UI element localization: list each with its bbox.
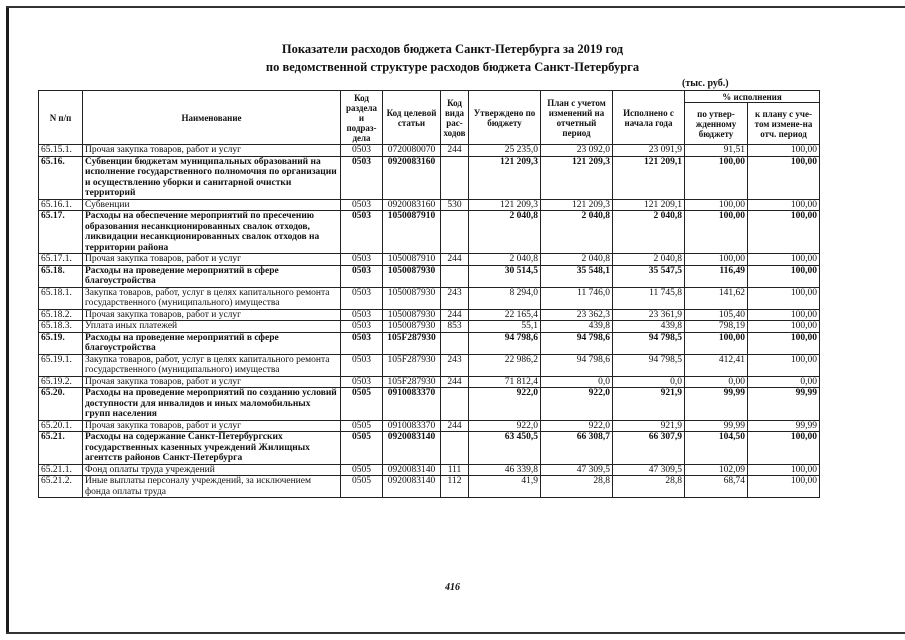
row-type-code <box>441 265 469 287</box>
row-pct-plan: 99,99 <box>748 388 820 421</box>
row-section-code: 0503 <box>341 156 383 199</box>
row-executed: 921,9 <box>613 388 685 421</box>
row-pct-approved: 105,40 <box>685 309 748 321</box>
row-type-code <box>441 388 469 421</box>
row-target-code: 0920083160 <box>383 156 441 199</box>
header-section: Код раздела и подраз-дела <box>341 91 383 145</box>
row-approved: 94 798,6 <box>469 332 541 354</box>
row-pct-approved: 68,74 <box>685 476 748 498</box>
row-section-code: 0503 <box>341 265 383 287</box>
row-type-code: 111 <box>441 464 469 476</box>
row-approved: 121 209,3 <box>469 156 541 199</box>
row-plan: 47 309,5 <box>541 464 613 476</box>
row-target-code: 0910083370 <box>383 388 441 421</box>
row-plan: 2 040,8 <box>541 211 613 254</box>
row-name: Расходы на проведение мероприятий по созданию условий доступности для инвалидов и иных маломобильных групп населения <box>83 388 341 421</box>
row-name: Расходы на обеспечение мероприятий по пресечению образования несанкционированных свалок отходов, ликвидации несанкционированных свалок отходов на территории района <box>83 211 341 254</box>
row-executed: 94 798,5 <box>613 332 685 354</box>
row-plan: 66 308,7 <box>541 432 613 465</box>
row-num: 65.15.1. <box>39 145 83 157</box>
row-target-code: 0920083140 <box>383 464 441 476</box>
header-type: Код вида рас-ходов <box>441 91 469 145</box>
row-target-code: 1050087930 <box>383 309 441 321</box>
row-type-code: 244 <box>441 420 469 432</box>
row-executed: 28,8 <box>613 476 685 498</box>
row-target-code: 0720080070 <box>383 145 441 157</box>
row-approved: 8 294,0 <box>469 287 541 309</box>
row-pct-plan: 100,00 <box>748 309 820 321</box>
row-num: 65.17. <box>39 211 83 254</box>
row-type-code: 243 <box>441 287 469 309</box>
row-pct-plan: 100,00 <box>748 156 820 199</box>
row-name: Прочая закупка товаров, работ и услуг <box>83 254 341 266</box>
row-section-code: 0505 <box>341 388 383 421</box>
table-row <box>39 265 820 287</box>
document-title-line2: по ведомственной структуре расходов бюджета Санкт-Петербурга <box>265 60 640 74</box>
header-executed: Исполнено с начала года <box>613 91 685 145</box>
row-approved: 22 165,4 <box>469 309 541 321</box>
row-num: 65.20. <box>39 388 83 421</box>
table-row <box>39 287 820 309</box>
row-type-code: 244 <box>441 376 469 388</box>
row-executed: 66 307,9 <box>613 432 685 465</box>
row-name: Фонд оплаты труда учреждений <box>83 464 341 476</box>
document-title-line1: Показатели расходов бюджета Санкт-Петербурга за 2019 год <box>281 42 624 56</box>
row-section-code: 0503 <box>341 211 383 254</box>
row-target-code: 0920083140 <box>383 476 441 498</box>
row-pct-plan: 100,00 <box>748 464 820 476</box>
header-percent-group: % исполнения <box>685 91 820 103</box>
header-plan: План с учетом изменений на отчетный период <box>541 91 613 145</box>
row-pct-approved: 100,00 <box>685 254 748 266</box>
row-num: 65.19. <box>39 332 83 354</box>
row-num: 65.19.1. <box>39 354 83 376</box>
row-section-code: 0503 <box>341 254 383 266</box>
row-target-code: 1050087930 <box>383 265 441 287</box>
row-target-code: 1050087910 <box>383 211 441 254</box>
row-pct-approved: 99,99 <box>685 420 748 432</box>
row-type-code: 244 <box>441 309 469 321</box>
row-pct-approved: 104,50 <box>685 432 748 465</box>
table-row <box>39 332 820 354</box>
row-num: 65.18.2. <box>39 309 83 321</box>
row-executed: 2 040,8 <box>613 211 685 254</box>
header-name: Наименование <box>83 91 341 145</box>
table-row <box>39 420 820 432</box>
table-row <box>39 199 820 211</box>
row-plan: 94 798,6 <box>541 354 613 376</box>
header-target: Код целевой статьи <box>383 91 441 145</box>
row-pct-approved: 102,09 <box>685 464 748 476</box>
row-executed: 439,8 <box>613 321 685 333</box>
row-pct-plan: 0,00 <box>748 376 820 388</box>
table-row <box>39 354 820 376</box>
row-executed: 121 209,1 <box>613 156 685 199</box>
table-row <box>39 211 820 254</box>
row-section-code: 0503 <box>341 332 383 354</box>
row-num: 65.17.1. <box>39 254 83 266</box>
row-target-code: 1050087930 <box>383 287 441 309</box>
row-target-code: 105F287930 <box>383 376 441 388</box>
row-approved: 55,1 <box>469 321 541 333</box>
row-num: 65.18.1. <box>39 287 83 309</box>
page-number: 416 <box>445 582 460 593</box>
row-type-code <box>441 432 469 465</box>
table-row <box>39 156 820 199</box>
row-approved: 71 812,4 <box>469 376 541 388</box>
row-target-code: 0920083160 <box>383 199 441 211</box>
table-row <box>39 309 820 321</box>
row-name: Субвенции бюджетам муниципальных образований на исполнение государственного полномочия по организации и осуществлению уборки и санитарной очистки территорий <box>83 156 341 199</box>
row-section-code: 0503 <box>341 376 383 388</box>
expenditure-table <box>38 90 820 498</box>
scan-edge-left <box>6 6 9 634</box>
scan-edge-bottom <box>6 632 905 634</box>
row-type-code: 853 <box>441 321 469 333</box>
row-name: Иные выплаты персоналу учреждений, за исключением фонда оплаты труда <box>83 476 341 498</box>
row-approved: 63 450,5 <box>469 432 541 465</box>
row-name: Закупка товаров, работ, услуг в целях капитального ремонта государственного (муниципального) имущества <box>83 354 341 376</box>
row-approved: 41,9 <box>469 476 541 498</box>
row-target-code: 0920083140 <box>383 432 441 465</box>
row-pct-plan: 100,00 <box>748 211 820 254</box>
row-type-code <box>441 211 469 254</box>
row-num: 65.18.3. <box>39 321 83 333</box>
row-plan: 922,0 <box>541 388 613 421</box>
row-name: Прочая закупка товаров, работ и услуг <box>83 376 341 388</box>
scan-edge-top <box>6 6 905 8</box>
row-type-code: 244 <box>441 254 469 266</box>
row-pct-plan: 100,00 <box>748 432 820 465</box>
row-target-code: 1050087910 <box>383 254 441 266</box>
row-approved: 922,0 <box>469 388 541 421</box>
row-approved: 22 986,2 <box>469 354 541 376</box>
table-row <box>39 376 820 388</box>
unit-label: (тыс. руб.) <box>682 78 729 89</box>
row-pct-approved: 100,00 <box>685 199 748 211</box>
row-section-code: 0503 <box>341 309 383 321</box>
row-executed: 35 547,5 <box>613 265 685 287</box>
table-row <box>39 145 820 157</box>
row-executed: 23 361,9 <box>613 309 685 321</box>
row-plan: 121 209,3 <box>541 156 613 199</box>
row-pct-plan: 100,00 <box>748 354 820 376</box>
row-type-code <box>441 332 469 354</box>
row-pct-approved: 0,00 <box>685 376 748 388</box>
header-pct-approved: по утвер-жденному бюджету <box>685 103 748 145</box>
row-plan: 28,8 <box>541 476 613 498</box>
row-section-code: 0505 <box>341 432 383 465</box>
row-plan: 23 092,0 <box>541 145 613 157</box>
row-section-code: 0503 <box>341 321 383 333</box>
row-plan: 23 362,3 <box>541 309 613 321</box>
row-pct-approved: 100,00 <box>685 156 748 199</box>
row-section-code: 0503 <box>341 199 383 211</box>
row-executed: 921,9 <box>613 420 685 432</box>
table-row <box>39 388 820 421</box>
row-num: 65.16. <box>39 156 83 199</box>
table-row <box>39 432 820 465</box>
row-pct-plan: 100,00 <box>748 145 820 157</box>
row-pct-approved: 798,19 <box>685 321 748 333</box>
table-row <box>39 321 820 333</box>
row-section-code: 0503 <box>341 354 383 376</box>
row-name: Расходы на проведение мероприятий в сфере благоустройства <box>83 332 341 354</box>
row-executed: 11 745,8 <box>613 287 685 309</box>
row-num: 65.18. <box>39 265 83 287</box>
row-approved: 2 040,8 <box>469 254 541 266</box>
header-approved: Утверждено по бюджету <box>469 91 541 145</box>
row-name: Расходы на проведение мероприятий в сфере благоустройства <box>83 265 341 287</box>
row-plan: 922,0 <box>541 420 613 432</box>
row-pct-plan: 100,00 <box>748 254 820 266</box>
row-plan: 0,0 <box>541 376 613 388</box>
header-pct-plan: к плану с уче-том измене-на отч. период <box>748 103 820 145</box>
row-type-code: 243 <box>441 354 469 376</box>
row-target-code: 1050087930 <box>383 321 441 333</box>
row-pct-approved: 99,99 <box>685 388 748 421</box>
row-name: Закупка товаров, работ, услуг в целях капитального ремонта государственного (муниципального) имущества <box>83 287 341 309</box>
row-section-code: 0505 <box>341 420 383 432</box>
row-pct-plan: 100,00 <box>748 332 820 354</box>
row-approved: 2 040,8 <box>469 211 541 254</box>
row-section-code: 0505 <box>341 476 383 498</box>
row-approved: 30 514,5 <box>469 265 541 287</box>
row-type-code: 244 <box>441 145 469 157</box>
row-plan: 35 548,1 <box>541 265 613 287</box>
row-executed: 121 209,1 <box>613 199 685 211</box>
row-num: 65.21. <box>39 432 83 465</box>
row-section-code: 0503 <box>341 287 383 309</box>
row-pct-approved: 100,00 <box>685 332 748 354</box>
table-row <box>39 254 820 266</box>
row-pct-plan: 100,00 <box>748 321 820 333</box>
row-pct-plan: 100,00 <box>748 476 820 498</box>
row-approved: 121 209,3 <box>469 199 541 211</box>
row-name: Прочая закупка товаров, работ и услуг <box>83 420 341 432</box>
row-approved: 25 235,0 <box>469 145 541 157</box>
row-type-code <box>441 156 469 199</box>
row-name: Расходы на содержание Санкт-Петербургских государственных казенных учреждений Жилищных агентств районов Санкт-Петербурга <box>83 432 341 465</box>
row-name: Субвенции <box>83 199 341 211</box>
row-executed: 23 091,9 <box>613 145 685 157</box>
row-type-code: 530 <box>441 199 469 211</box>
row-pct-approved: 141,62 <box>685 287 748 309</box>
row-executed: 2 040,8 <box>613 254 685 266</box>
row-plan: 439,8 <box>541 321 613 333</box>
table-row <box>39 464 820 476</box>
row-pct-approved: 412,41 <box>685 354 748 376</box>
row-pct-plan: 100,00 <box>748 287 820 309</box>
row-pct-approved: 100,00 <box>685 211 748 254</box>
row-target-code: 0910083370 <box>383 420 441 432</box>
row-pct-approved: 116,49 <box>685 265 748 287</box>
row-executed: 47 309,5 <box>613 464 685 476</box>
row-target-code: 105F287930 <box>383 354 441 376</box>
row-num: 65.21.1. <box>39 464 83 476</box>
row-plan: 2 040,8 <box>541 254 613 266</box>
row-approved: 46 339,8 <box>469 464 541 476</box>
row-pct-plan: 100,00 <box>748 265 820 287</box>
row-plan: 121 209,3 <box>541 199 613 211</box>
row-num: 65.19.2. <box>39 376 83 388</box>
row-num: 65.16.1. <box>39 199 83 211</box>
row-pct-plan: 99,99 <box>748 420 820 432</box>
row-num: 65.21.2. <box>39 476 83 498</box>
row-executed: 0,0 <box>613 376 685 388</box>
row-name: Прочая закупка товаров, работ и услуг <box>83 309 341 321</box>
row-target-code: 105F287930 <box>383 332 441 354</box>
row-pct-plan: 100,00 <box>748 199 820 211</box>
row-approved: 922,0 <box>469 420 541 432</box>
row-name: Прочая закупка товаров, работ и услуг <box>83 145 341 157</box>
row-type-code: 112 <box>441 476 469 498</box>
row-pct-approved: 91,51 <box>685 145 748 157</box>
row-name: Уплата иных платежей <box>83 321 341 333</box>
header-num: N п/п <box>39 91 83 145</box>
row-plan: 94 798,6 <box>541 332 613 354</box>
row-executed: 94 798,5 <box>613 354 685 376</box>
row-section-code: 0503 <box>341 145 383 157</box>
table-row <box>39 476 820 498</box>
row-plan: 11 746,0 <box>541 287 613 309</box>
row-section-code: 0505 <box>341 464 383 476</box>
row-num: 65.20.1. <box>39 420 83 432</box>
